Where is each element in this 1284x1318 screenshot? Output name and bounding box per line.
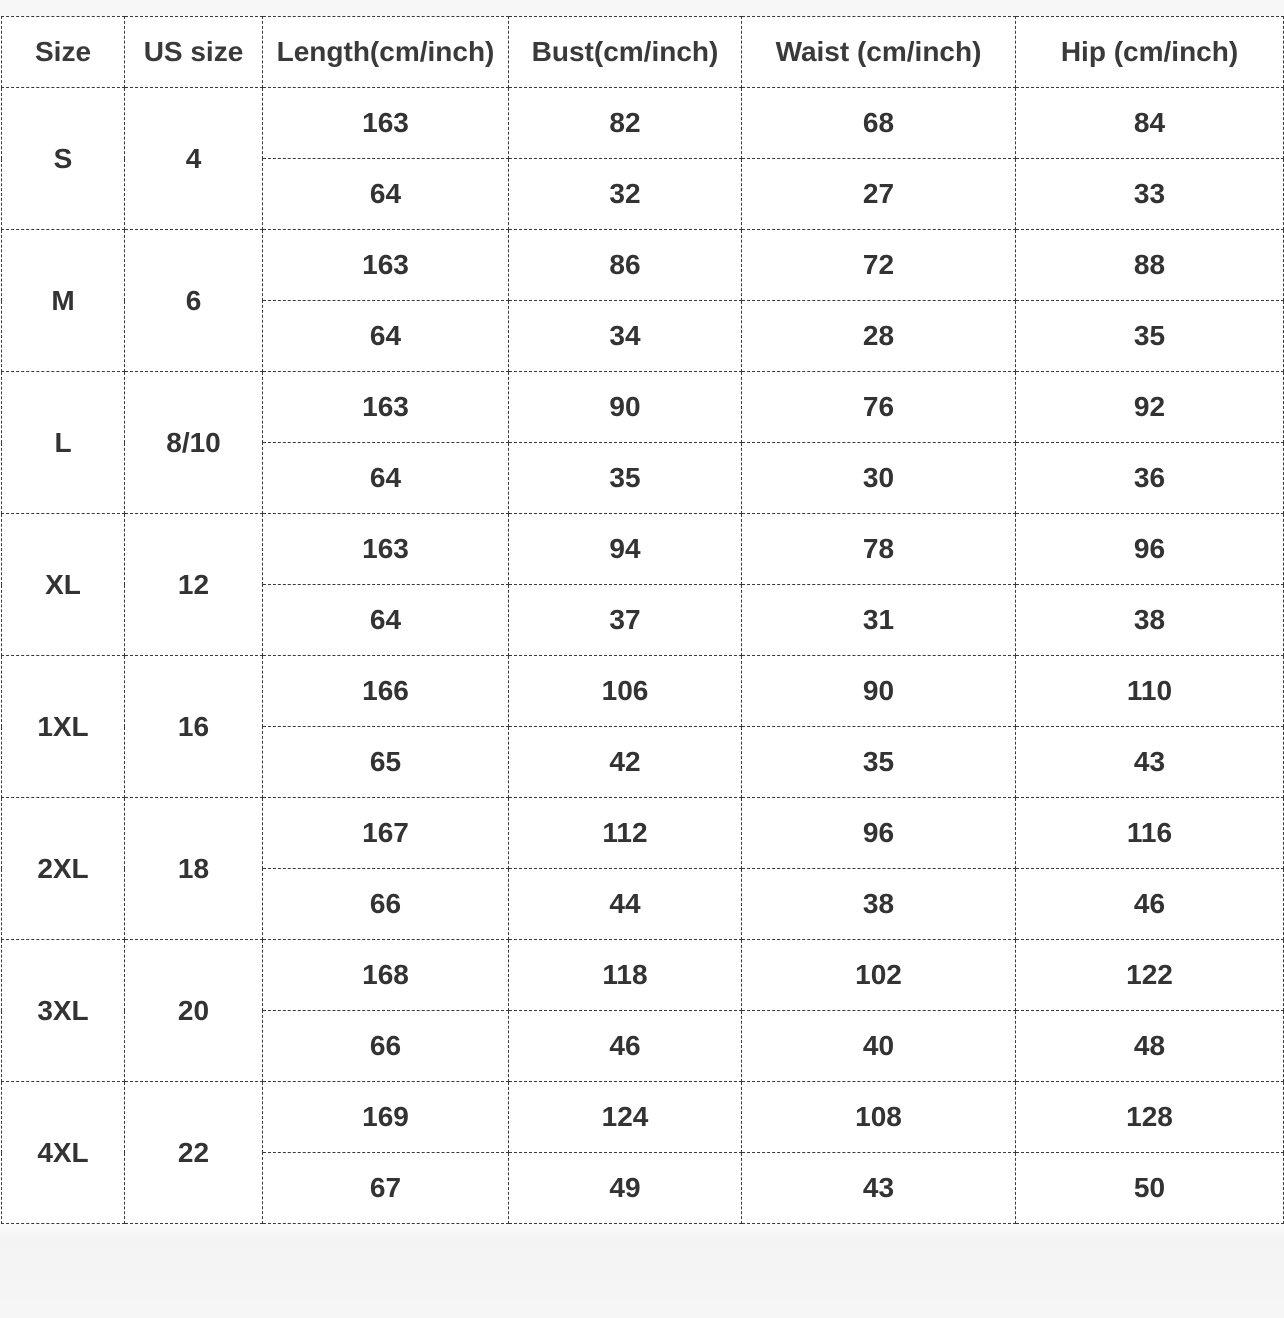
hip-inch-cell: 35 (1016, 301, 1284, 372)
bust-inch-cell: 37 (509, 585, 742, 656)
size-label-cell: L (2, 372, 125, 514)
waist-inch-cell: 43 (742, 1153, 1016, 1224)
waist-inch-cell: 30 (742, 443, 1016, 514)
length-inch-cell: 64 (263, 443, 509, 514)
hip-inch-cell: 46 (1016, 869, 1284, 940)
waist-cm-cell: 108 (742, 1082, 1016, 1153)
waist-cm-cell: 102 (742, 940, 1016, 1011)
top-margin (0, 0, 1284, 16)
waist-inch-cell: 40 (742, 1011, 1016, 1082)
table-body (2, 88, 1284, 1224)
length-cm-cell: 166 (263, 656, 509, 727)
header-row (2, 17, 1284, 88)
bust-inch-cell: 34 (509, 301, 742, 372)
waist-inch-cell: 35 (742, 727, 1016, 798)
length-cm-cell: 169 (263, 1082, 509, 1153)
waist-cm-cell: 68 (742, 88, 1016, 159)
size-label-cell: XL (2, 514, 125, 656)
us-size-cell: 6 (125, 230, 263, 372)
table-row (2, 656, 1284, 727)
length-cm-cell: 168 (263, 940, 509, 1011)
us-size-cell: 16 (125, 656, 263, 798)
waist-cm-cell: 76 (742, 372, 1016, 443)
us-size-cell: 18 (125, 798, 263, 940)
bust-cm-cell: 90 (509, 372, 742, 443)
hip-cm-cell: 116 (1016, 798, 1284, 869)
length-inch-cell: 64 (263, 301, 509, 372)
us-size-cell: 12 (125, 514, 263, 656)
hip-cm-cell: 110 (1016, 656, 1284, 727)
hip-inch-cell: 43 (1016, 727, 1284, 798)
hip-cm-cell: 88 (1016, 230, 1284, 301)
table-row (2, 230, 1284, 301)
length-cm-cell: 167 (263, 798, 509, 869)
header-us-size: US size (125, 17, 263, 88)
table-row (2, 514, 1284, 585)
bust-cm-cell: 112 (509, 798, 742, 869)
length-cm-cell: 163 (263, 230, 509, 301)
length-inch-cell: 65 (263, 727, 509, 798)
bust-cm-cell: 94 (509, 514, 742, 585)
size-label-cell: M (2, 230, 125, 372)
us-size-cell: 4 (125, 88, 263, 230)
waist-cm-cell: 90 (742, 656, 1016, 727)
header-bust: Bust(cm/inch) (509, 17, 742, 88)
length-cm-cell: 163 (263, 372, 509, 443)
waist-cm-cell: 72 (742, 230, 1016, 301)
header-size: Size (2, 17, 125, 88)
hip-cm-cell: 128 (1016, 1082, 1284, 1153)
table-row (2, 798, 1284, 869)
hip-inch-cell: 38 (1016, 585, 1284, 656)
hip-cm-cell: 84 (1016, 88, 1284, 159)
waist-inch-cell: 27 (742, 159, 1016, 230)
waist-inch-cell: 31 (742, 585, 1016, 656)
us-size-cell: 20 (125, 940, 263, 1082)
length-cm-cell: 163 (263, 514, 509, 585)
table-row (2, 940, 1284, 1011)
header-hip: Hip (cm/inch) (1016, 17, 1284, 88)
table-header (2, 17, 1284, 88)
waist-cm-cell: 96 (742, 798, 1016, 869)
bust-cm-cell: 118 (509, 940, 742, 1011)
bust-cm-cell: 86 (509, 230, 742, 301)
bust-inch-cell: 35 (509, 443, 742, 514)
bust-inch-cell: 44 (509, 869, 742, 940)
table-row (2, 1082, 1284, 1153)
header-length: Length(cm/inch) (263, 17, 509, 88)
size-label-cell: 4XL (2, 1082, 125, 1224)
hip-cm-cell: 122 (1016, 940, 1284, 1011)
length-inch-cell: 67 (263, 1153, 509, 1224)
size-label-cell: S (2, 88, 125, 230)
length-inch-cell: 66 (263, 869, 509, 940)
length-cm-cell: 163 (263, 88, 509, 159)
waist-inch-cell: 38 (742, 869, 1016, 940)
us-size-cell: 8/10 (125, 372, 263, 514)
hip-cm-cell: 96 (1016, 514, 1284, 585)
size-label-cell: 2XL (2, 798, 125, 940)
hip-inch-cell: 36 (1016, 443, 1284, 514)
us-size-cell: 22 (125, 1082, 263, 1224)
bust-inch-cell: 42 (509, 727, 742, 798)
bust-inch-cell: 46 (509, 1011, 742, 1082)
bust-cm-cell: 106 (509, 656, 742, 727)
waist-inch-cell: 28 (742, 301, 1016, 372)
header-waist: Waist (cm/inch) (742, 17, 1016, 88)
bust-cm-cell: 124 (509, 1082, 742, 1153)
hip-inch-cell: 50 (1016, 1153, 1284, 1224)
bust-inch-cell: 32 (509, 159, 742, 230)
length-inch-cell: 66 (263, 1011, 509, 1082)
hip-inch-cell: 33 (1016, 159, 1284, 230)
table-row (2, 88, 1284, 159)
size-chart-table (1, 16, 1284, 1224)
bust-cm-cell: 82 (509, 88, 742, 159)
hip-inch-cell: 48 (1016, 1011, 1284, 1082)
waist-cm-cell: 78 (742, 514, 1016, 585)
size-label-cell: 3XL (2, 940, 125, 1082)
length-inch-cell: 64 (263, 159, 509, 230)
table-row (2, 372, 1284, 443)
bust-inch-cell: 49 (509, 1153, 742, 1224)
hip-cm-cell: 92 (1016, 372, 1284, 443)
length-inch-cell: 64 (263, 585, 509, 656)
size-label-cell: 1XL (2, 656, 125, 798)
